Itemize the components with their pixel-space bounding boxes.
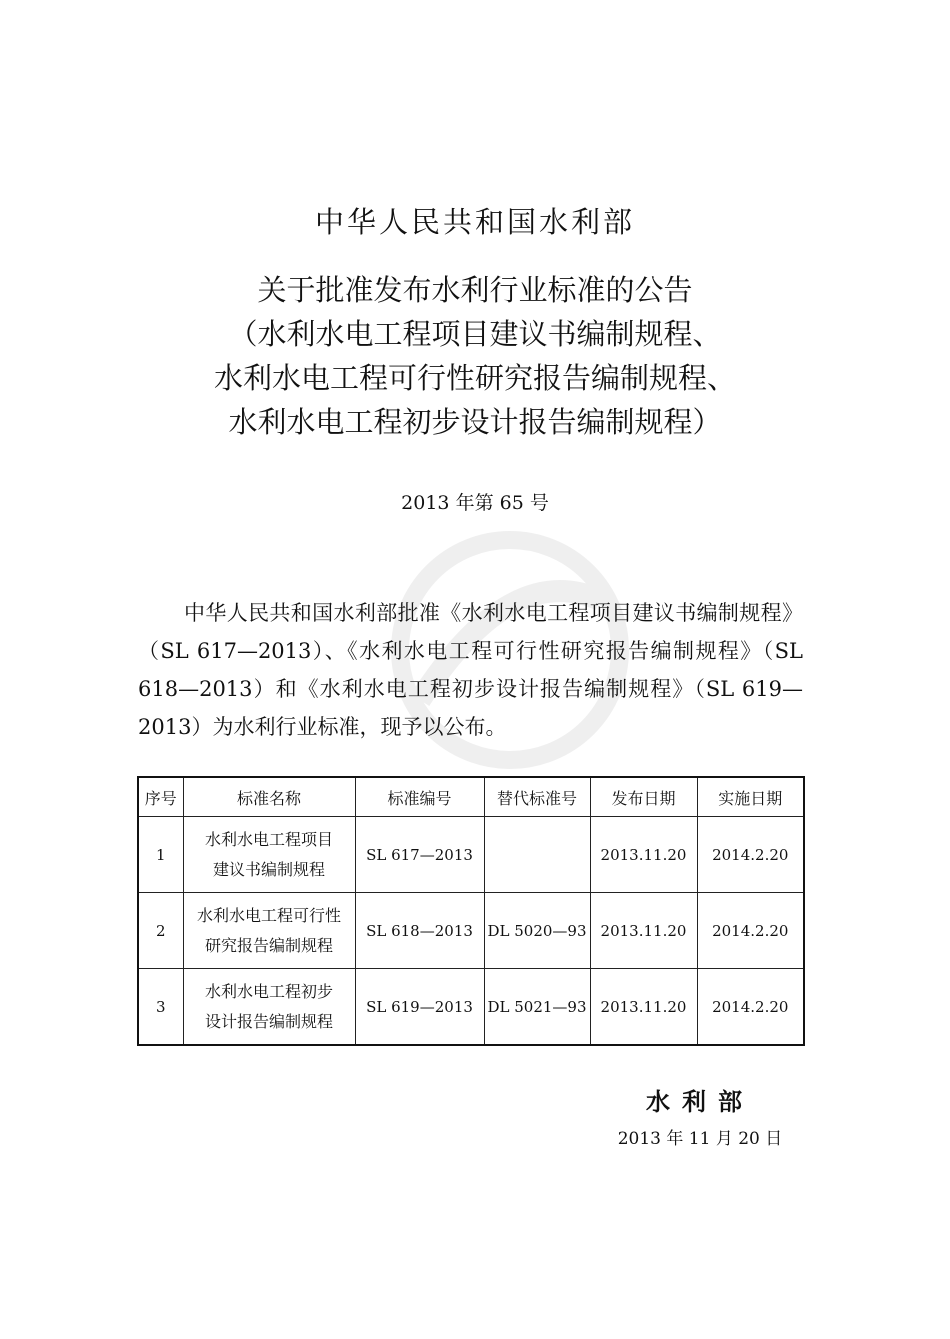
announcement-title [0,268,950,444]
cell-replaces: DL 5021—93 [484,969,590,1046]
header-name: 标准名称 [183,777,355,817]
cell-code: SL 619—2013 [355,969,484,1046]
cell-effective: 2014.2.20 [697,969,804,1046]
name-line: 研究报告编制规程 [204,935,333,955]
header-effective: 实施日期 [697,777,804,817]
header-published: 发布日期 [590,777,697,817]
title-line: 关于批准发布水利行业标准的公告 [257,273,693,307]
cell-effective: 2014.2.20 [697,817,804,893]
cell-name [183,969,355,1046]
cell-name [183,893,355,969]
name-line: 建议书编制规程 [212,859,325,879]
cell-no: 2 [138,893,183,969]
title-line: 水利水电工程初步设计报告编制规程） [228,405,722,439]
name-line: 水利水电工程初步 [204,981,333,1001]
cell-published: 2013.11.20 [590,817,697,893]
cell-published: 2013.11.20 [590,893,697,969]
header-no: 序号 [138,777,183,817]
cell-published: 2013.11.20 [590,969,697,1046]
cell-replaces [484,817,590,893]
name-line: 水利水电工程项目 [204,829,333,849]
table-header-row [138,777,804,817]
name-line: 水利水电工程可行性 [196,905,341,925]
table-row [138,969,804,1046]
title-line: 水利水电工程可行性研究报告编制规程、 [213,361,736,395]
header-code: 标准编号 [355,777,484,817]
issuer-name: 水利部 [646,1087,754,1116]
issue-date: 2013 年 11 月 20 日 [617,1129,783,1149]
cell-code: SL 617—2013 [355,817,484,893]
cell-no: 3 [138,969,183,1046]
header-replaces: 替代标准号 [484,777,590,817]
cell-code: SL 618—2013 [355,893,484,969]
cell-no: 1 [138,817,183,893]
table-row [138,893,804,969]
document-number: 2013 年第 65 号 [401,492,549,514]
ministry-name: 中华人民共和国水利部 [314,205,635,239]
announcement-body: 中华人民共和国水利部批准《水利水电工程项目建议书编制规程》（SL 617—2013）、《水利水电工程可行性研究报告编制规程》（SL 618—2013）和《水利水电工程初步设计报告编制规程》（SL 619—2013）为水利行业标准，现予以公布。 [138,601,803,739]
standards-table [137,776,805,1046]
title-line: （水利水电工程项目建议书编制规程、 [228,317,722,351]
table-row [138,817,804,893]
name-line: 设计报告编制规程 [204,1011,333,1031]
cell-replaces: DL 5020—93 [484,893,590,969]
cell-effective: 2014.2.20 [697,893,804,969]
cell-name [183,817,355,893]
